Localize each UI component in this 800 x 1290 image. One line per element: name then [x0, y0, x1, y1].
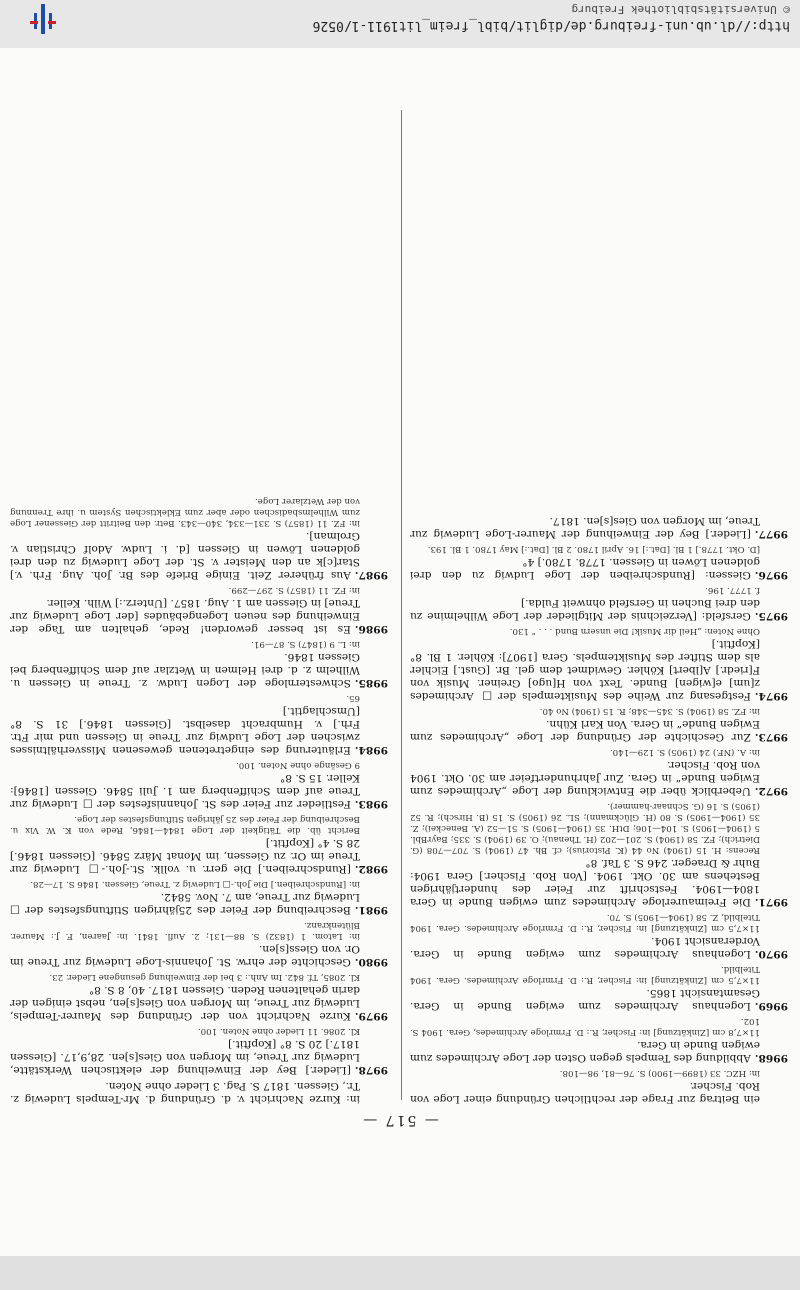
entry-title: Erläuterung des eingetretenen gewesenen Missverhältnisses zwischen der Loge Ludwig zur Treue in Giessen und mir Ftr. Frh.] v. Humbracht daselbst. [Giessen 1846.] 31 S. 8° [Umschlagtit.] [10, 705, 360, 756]
entry-number: 9975. [754, 610, 788, 622]
entry-number: 9974. [754, 690, 788, 702]
entry-title: ein Beitrag zur Frage der rechtlichen Gründung einer Loge von Rob. Fischer. [410, 1080, 760, 1105]
entry-number: 9979. [354, 1010, 388, 1022]
bibliography-entry [410, 584, 788, 622]
entry-note: Recens: H. 15 (1904) No 44 (K. Pistorius); cf. Bh. 47 (1904) S. 707—708 (G. Dietrich); FZ. 58 (1904) S. 201—202 (H. Thenau); O. 39 (1904) S. 335; BayrBbl. 5 (1904—1905) S. 104—106; DtH. 35 (1904—1905) S. 51—52 (A. Beneckei); Z. 35 (1904—1905) S. 80 (H. Glückmann); SL. 26 (1905) S. 15 (B. Hirsch); R. 52 (1905) S. 16 (G. Schnaar-hammer). [410, 801, 760, 855]
bibliography-entry [10, 919, 388, 968]
source-watermark [0, 0, 800, 34]
entry-note: 11×7,5 cm [Zinkätzung] in: Fischer, R.: D. Frmrloge Archimedes. Gera. 1904 Titelbild, Z. 58 (1904—1905) S. 70. [410, 912, 760, 933]
library-logo-icon [28, 4, 58, 34]
bibliography-entry [410, 800, 788, 908]
entry-title: Giessen: [Rundschreiben der Loge Ludwig zu den drei goldenen Löwen in Giessen. 1778. 1780.] 4° [410, 556, 760, 581]
bibliography-entry [10, 813, 388, 875]
bibliography-entry [10, 759, 388, 810]
entry-title: Geschichte der ehrw. St. Johannis-Loge Ludewig zur Treue im Or. von Giess[s]en. [10, 943, 360, 968]
entry-title: Gersfeld: [Verzeichnis der Mitglieder der Loge Wilhelmine zu den drei Buchen in Gersfeld ohnweit Fulda.] [410, 597, 760, 622]
entry-title: Logenhaus Archimedes zum ewigen Bunde in Gera. Gesamtansicht 1865. [410, 987, 760, 1012]
entry-number: 9971. [754, 896, 788, 908]
bibliography-entry [10, 495, 388, 581]
entry-title: Aus früherer Zeit. Einige Briefe des Br. Joh. Aug. Frh. v.] Star[c]k an den Meister v. St. der Loge Ludewig zu den drei goldenen Löwen in Giessen [d. i. Ludw. Adolf Christian v. Grolman]. [10, 530, 360, 581]
copyright-notice: © Universitätsbibliothek Freiburg [571, 3, 790, 16]
entry-number: 9984. [354, 744, 388, 756]
entry-note: in: FZ. 11 (1857) S. 297—299. [228, 585, 360, 595]
bibliography-entry [410, 705, 788, 743]
entry-note: f. 1777. 196. [705, 585, 760, 595]
entry-note: 9 Gesänge ohne Noten. 100. [236, 760, 360, 770]
left-column [410, 511, 788, 1105]
entry-number: 9973. [754, 731, 788, 743]
page-number: — 517 — [361, 1112, 439, 1128]
entry-note: 11×7,8 cm [Zinkätzung] in: Fischer, R.: D. Frmrloge Archimedes, Gera. 1904 S. 102. [410, 1016, 760, 1037]
bibliography-entry [10, 584, 388, 635]
entry-title: Logenhaus Archimedes zum ewigen Bunde in Gera. Vorderansicht 1904. [410, 935, 760, 960]
entry-note: Kl. 2085, Tf. 842. Im Anh.: 3 bei der Einweihung gesungene Lieder. 23. [49, 972, 360, 982]
entry-number: 9972. [754, 785, 788, 797]
column-divider [401, 110, 402, 1100]
entry-title: Abbildung des Tempels gegen Osten der Loge Archimedes zum ewigen Bunde in Gera. [410, 1039, 760, 1064]
entry-note: in: HZC. 33 (1899—1900) S. 76—81, 98—108. [559, 1068, 760, 1078]
entry-title: Ueberblick über die Entwicklung der Loge „Archimedes zum Ewigen Bunde“ in Gera. Zur Jahrhundertfeier am 30. Okt. 1904 von Rob. Fischer. [410, 759, 760, 797]
bibliography-entry [10, 878, 388, 916]
entry-title: Schwesternloge der Logen Ludw. z. Treue in Giessen u. Wilhelm z. d. drei Helmen in Wetzlar auf dem Schiffenberg bei Giessen 1846. [10, 651, 360, 689]
entry-number: 9977. [754, 528, 788, 540]
entry-note: in: FZ. 11 (1857) S. 331—334, 340—343. Betr. den Beitritt der Giessener Loge zum Wilhelmsbadischen oder aber zum Eklektischen System u. ihre Trennung von der Wetzlarer Loge. [10, 496, 360, 528]
right-column [10, 492, 388, 1105]
entry-number: 9982. [354, 863, 388, 875]
bibliography-entry [10, 1025, 388, 1076]
entry-note: 65. [346, 693, 360, 703]
entry-note: in: Latom. 1 (1832) S. 88—131; 2. Aufl. 1841. in: Jaaren, F. J.: Maurer. Blütenkranz. [10, 920, 360, 941]
entry-number: 9987. [354, 569, 388, 581]
entry-title: Zur Geschichte der Gründung der Loge „Archimedes zum Ewigen Bunde“ in Gera. Von Karl Kühn. [410, 718, 760, 743]
bibliography-entry [410, 911, 788, 960]
entry-title: in: Kurze Nachricht v. d. Gründung d. Mr-Tempels Ludewig z. Tr., Giessen. 1817 S. Pag. 3 Lieder ohne Noten. [10, 1080, 360, 1105]
bibliography-entry [410, 543, 788, 581]
bibliography-entry [410, 963, 788, 1012]
entry-number: 9983. [354, 798, 388, 810]
entry-number: 9981. [354, 904, 388, 916]
bibliography-entry [410, 625, 788, 702]
bibliography-entry [410, 1067, 788, 1105]
entry-note: in: FZ. 58 (1904) S. 345—348; R. 15 (1904) No 40. [539, 706, 760, 716]
source-url[interactable]: http://dl.ub.uni-freiburg.de/diglit/bibl_freim_lit1911-1/0526 [312, 18, 790, 33]
entry-number: 9978. [354, 1064, 388, 1076]
entry-number: 9986. [354, 623, 388, 635]
entry-number: 9969. [754, 1000, 788, 1012]
entry-note: Bericht üb. die Tätigkeit der Loge 1844—1846, Rede von K. W. Vix u. Beschreibung der Feier des 25 jährigen Stiftungsfestes der Loge. [10, 814, 360, 835]
bibliography-entry [10, 1079, 388, 1105]
entry-title: Festgesang zur Weihe des Musiktempels der □ Archimedes z[um] e[wigen] Bunde. Text von H[ugo] Greiner. Musik von F[riedr.] A[lbert] Köhler. Gewidmet dem gel. Br. [Gust.] Eichler als dem Stifter des Musiktempels. Gera [1907]: Köhler. 1 Bl. 8° [Kopftit.] [410, 638, 760, 702]
entry-number: 9968. [754, 1052, 788, 1064]
entry-title: Kurze Nachricht von der Gründung des Maurer-Tempels, Ludewig zur Treue, im Morgen von Gies[s]en, nebst einigen der darin gehaltenen Reden. Giessen 1817. 40, 8 S. 8° [10, 984, 360, 1022]
bibliography-entry [10, 638, 388, 689]
entry-title: Beschreibung der Feier des 25jährigen Stiftungsfestes der □ Ludewig zur Treue, am 7. Nov. 5842. [10, 891, 360, 916]
entry-number: 9976. [754, 569, 788, 581]
entry-note: [D. Okt. 1778.] 1 Bl. [Dat.:] 16. April 1780. 2 Bl. [Dat.:] May 1780. 1 Bl. 193. [427, 544, 760, 554]
bibliography-entry [410, 1015, 788, 1064]
entry-title: Die Freimaurerloge Archimedes zum ewigen Bunde in Gera 1804—1904. Festschrift zur Feier des hundertjährigen Bestehens am 30. Okt. 1904. [Von Rob. Fischer.] Gera 1904: Buhr & Draeger. 246 S. 3 Taf. 8° [410, 857, 760, 908]
bibliography-entry [410, 746, 788, 797]
entry-number: 9970. [754, 948, 788, 960]
entry-note: 11×7,5 cm [Zinkätzung] in: Fischer, R.: D. Frmrloge Archimedes. Gera. 1904 Titelbild. [410, 964, 760, 985]
entry-note: in: A. (NF.) 24 (1905) S. 129—140. [609, 747, 760, 757]
entry-note: Ohne Noten: „Heil dir Musik! Die unsern Bund . . . “ 130. [509, 626, 760, 636]
entry-title: Festlieder zur Feier des St. Johannisfestes der □ Ludewig zur Treue auf dem Schiffenberg am 1. Juli 5846. Giessen [1846]: Keller. 15 S. 8° [10, 772, 360, 810]
entry-number: 9985. [354, 677, 388, 689]
entry-number: 9980. [354, 956, 388, 968]
entry-note: Kl. 2086. 11 Lieder ohne Noten. 100. [197, 1026, 360, 1036]
entry-note: in: [Rundschreiben.] Die Joh.-□ Ludewig z. Treue, Giessen. 1846 S. 17—28. [30, 879, 360, 889]
entry-title: Es ist besser geworden! Rede, gehalten am Tage der Einweihung des neuen Logengebäudes [der Loge Ludewig zur Treue] in Giessen am 1. Aug. 1857. [Unterz.:] Wilh. Keller. [10, 597, 360, 635]
entry-title: [Lieder.] Bey der Einweihung der Maurer-Loge Ludewig zur Treue, im Morgen von Gies[s]en. 1817. [410, 515, 760, 540]
bibliography-entry [410, 514, 788, 540]
entry-title: [Rundschreiben.] Die gerr. u. vollk. St.-Joh.-□ Ludewig zur Treue im Or. zu Giessen, im Monat März 5846. [Giessen 1846.] 28 S. 4° [Kopftit.] [10, 837, 360, 875]
entry-note: in: L. 9 (1847) S. 87—91. [251, 639, 360, 649]
bibliography-entry [10, 971, 388, 1022]
bibliography-entry [10, 692, 388, 756]
entry-title: [Lieder.] Bey der Einweihung der elektischen Werkstätte, Ludewig zur Treue, im Morgen von Gies[s]en. 28,9,17. [Giessen 1817.] 20 S. 8° [Kopftit.] [10, 1038, 360, 1076]
